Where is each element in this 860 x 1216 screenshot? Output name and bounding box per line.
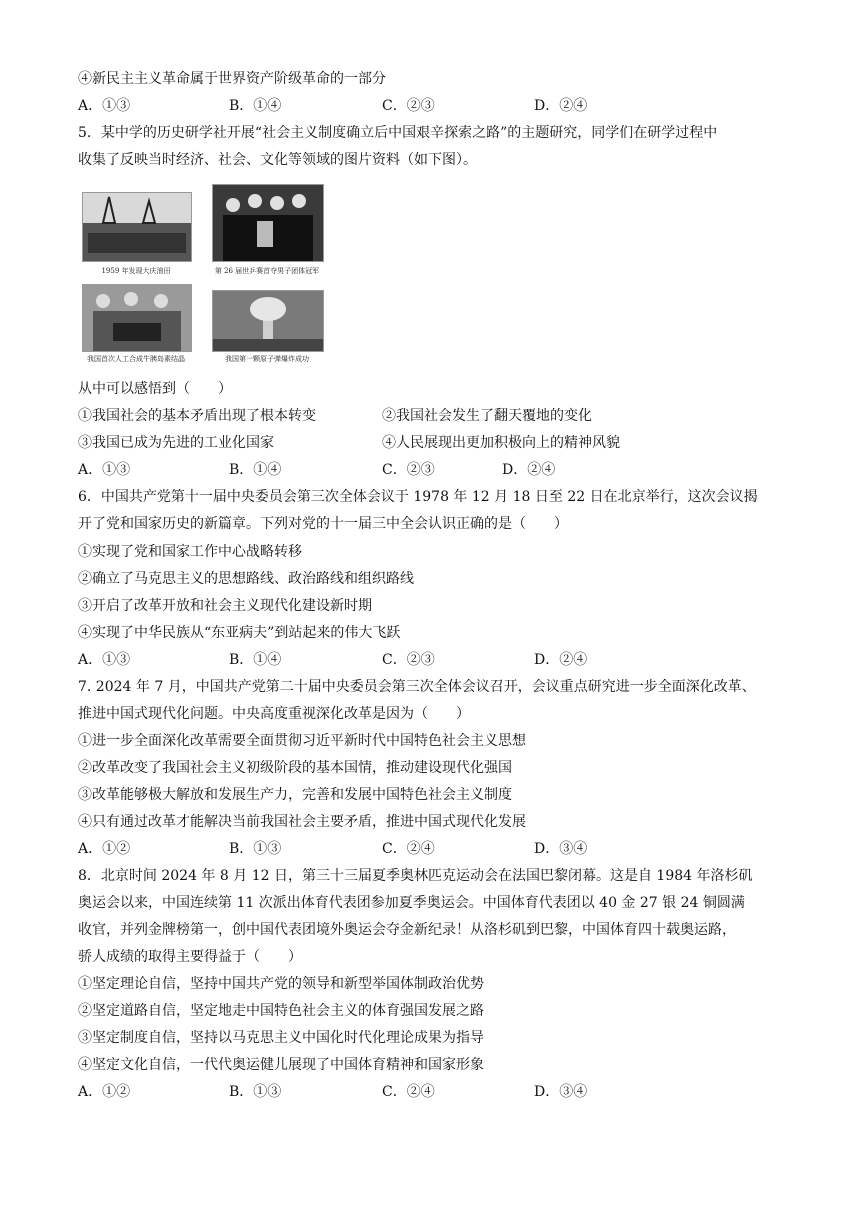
q7-stem-line2: 推进中国式现代化问题。中央高度重视深化改革是因为（ ） [78,706,470,722]
oil-field-caption: 1959 年发现大庆油田 [101,267,171,275]
table-tennis-team-photo [212,184,324,262]
q7-statement-1: ①进一步全面深化改革需要全面贯彻习近平新时代中国特色社会主义思想 [78,733,526,749]
q8-stem-line1: 8．北京时间 2024 年 8 月 12 日，第三十三届夏季奥林匹克运动会在法国巴黎闭幕。这是自 1984 年洛杉矶 [78,868,753,884]
q6-statement-4: ④实现了中华民族从“东亚病夫”到站起来的伟大飞跃 [78,625,401,641]
q5-option-a[interactable]: A．①③ [78,462,131,478]
q5-option-d[interactable]: D．②④ [502,462,556,478]
q8-option-b[interactable]: B．①③ [229,1084,282,1100]
atomic-bomb-caption: 我国第一颗原子弹爆炸成功 [225,355,309,363]
q5-stem-line2: 收集了反映当时经济、社会、文化等领域的图片资料（如下图）。 [78,152,477,168]
q8-option-c[interactable]: C．②④ [382,1084,435,1100]
q6-option-c[interactable]: C．②③ [382,652,435,668]
q6-statement-3: ③开启了改革开放和社会主义现代化建设新时期 [78,598,372,614]
q7-stem-line1: 7. 2024 年 7 月，中国共产党第二十届中央委员会第三次全体会议召开，会议重点研究进一步全面深化改革、 [78,679,756,695]
q6-statement-1: ①实现了党和国家工作中心战略转移 [78,544,302,560]
q8-statement-4: ④坚定文化自信，一代代奥运健儿展现了中国体育精神和国家形象 [78,1057,484,1073]
q6-stem-line1: 6．中国共产党第十一届中央委员会第三次全体会议于 1978 年 12 月 18 日至 22 日在北京举行，这次会议揭 [78,489,758,505]
q5-statement-2: ②我国社会发生了翻天覆地的变化 [382,408,592,424]
q5-statement-4: ④人民展现出更加积极向上的精神风貌 [382,435,620,451]
q4-option-b[interactable]: B．①④ [229,98,282,114]
insulin-caption: 我国首次人工合成牛胰岛素结晶 [87,355,185,363]
q4-statement-4: ④新民主主义革命属于世界资产阶级革命的一部分 [78,71,386,87]
q4-option-a[interactable]: A．①③ [78,98,131,114]
q4-option-d[interactable]: D．②④ [534,98,588,114]
q6-statement-2: ②确立了马克思主义的思想路线、政治路线和组织路线 [78,571,414,587]
q8-statement-3: ③坚定制度自信，坚持以马克思主义中国化时代化理论成果为指导 [78,1030,484,1046]
table-tennis-caption: 第 26 届世乒赛首夺男子团体冠军 [214,267,320,275]
q6-stem-line2: 开了党和国家历史的新篇章。下列对党的十一届三中全会认识正确的是（ ） [78,516,568,532]
q8-option-d[interactable]: D．③④ [534,1084,588,1100]
q7-statement-3: ③改革能够极大解放和发展生产力，完善和发展中国特色社会主义制度 [78,787,512,803]
q5-stem-line1: 5．某中学的历史研学社开展“社会主义制度确立后中国艰辛探索之路”的主题研究，同学们在研学过程中 [78,125,718,141]
q6-option-d[interactable]: D．②④ [534,652,588,668]
q8-stem-line4: 骄人成绩的取得主要得益于（ ） [78,949,302,965]
q7-option-a[interactable]: A．①② [78,841,131,857]
q4-option-c[interactable]: C．②③ [382,98,435,114]
q8-stem-line2: 奥运会以来，中国连续第 11 次派出体育代表团参加夏季奥运会。中国体育代表团以 40 金 27 银 24 铜圆满 [78,895,745,911]
q8-statement-1: ①坚定理论自信，坚持中国共产党的领导和新型举国体制政治优势 [78,976,484,992]
q5-option-c[interactable]: C．②③ [382,462,435,478]
q7-statement-4: ④只有通过改革才能解决当前我国社会主要矛盾，推进中国式现代化发展 [78,814,526,830]
q7-statement-2: ②改革改变了我国社会主义初级阶段的基本国情，推动建设现代化强国 [78,760,512,776]
q5-option-b[interactable]: B．①④ [229,462,282,478]
atomic-bomb-photo [212,290,324,352]
q7-option-b[interactable]: B．①③ [229,841,282,857]
q8-option-a[interactable]: A．①② [78,1084,131,1100]
insulin-lab-photo [82,284,192,352]
q5-statement-3: ③我国已成为先进的工业化国家 [78,435,274,451]
q6-option-a[interactable]: A．①③ [78,652,131,668]
q7-option-d[interactable]: D．③④ [534,841,588,857]
oil-field-photo [82,192,192,262]
q5-statement-1: ①我国社会的基本矛盾出现了根本转变 [78,408,316,424]
q8-statement-2: ②坚定道路自信，坚定地走中国特色社会主义的体育强国发展之路 [78,1003,484,1019]
q6-option-b[interactable]: B．①④ [229,652,282,668]
q5-prompt: 从中可以感悟到（ ） [78,381,232,397]
q7-option-c[interactable]: C．②④ [382,841,435,857]
q8-stem-line3: 收官，并列金牌榜第一，创中国代表团境外奥运会夺金新纪录！从洛杉矶到巴黎，中国体育四十载奥运路， [78,922,736,938]
